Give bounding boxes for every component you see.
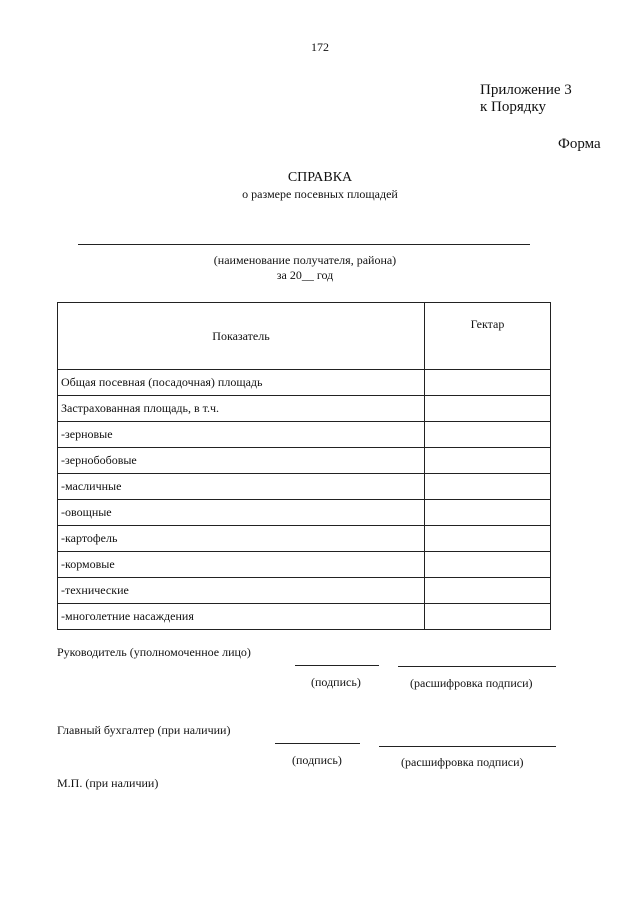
form-label: Форма [558,136,601,152]
row-value-cell[interactable] [425,526,551,552]
table-row [58,396,551,422]
table-row [58,500,551,526]
head-sign-caption: (подпись) [311,675,361,689]
row-value-cell[interactable] [425,552,551,578]
row-label: Застрахованная площадь, в т.ч. [58,396,425,422]
table-row [58,604,551,630]
row-value-cell[interactable] [425,448,551,474]
table-row [58,474,551,500]
table-header-row [58,303,551,370]
accountant-decode-caption: (расшифровка подписи) [401,755,524,769]
recipient-caption: (наименование получателя, района) [213,253,397,267]
row-value-cell[interactable] [425,370,551,396]
stamp-label: М.П. (при наличии) [57,776,159,790]
document-subtitle: о размере посевных площадей [242,187,398,201]
appendix-line-1: Приложение 3 [480,82,572,98]
row-value-cell[interactable] [425,474,551,500]
row-label: -масличные [58,474,425,500]
head-signature-line[interactable] [295,665,379,666]
row-label: -картофель [58,526,425,552]
row-label: -овощные [58,500,425,526]
row-value-cell[interactable] [425,500,551,526]
accountant-sign-caption: (подпись) [292,753,342,767]
head-label: Руководитель (уполномоченное лицо) [57,645,251,659]
head-decode-line[interactable] [398,666,556,667]
table-row [58,448,551,474]
row-value-cell[interactable] [425,604,551,630]
row-label: -зерновые [58,422,425,448]
header-hectare: Гектар [425,303,551,370]
row-label: -технические [58,578,425,604]
appendix-line-2: к Порядку [480,99,546,115]
recipient-fill-line[interactable] [78,244,530,245]
table-row [58,370,551,396]
appendix-header [480,82,572,116]
table-row [58,552,551,578]
table-row [58,422,551,448]
accountant-decode-line[interactable] [379,746,556,747]
area-table [57,302,551,630]
table-row [58,526,551,552]
table-row [58,578,551,604]
row-label: -многолетние насаждения [58,604,425,630]
header-indicator: Показатель [58,303,425,370]
head-decode-caption: (расшифровка подписи) [410,676,533,690]
year-line: за 20__ год [276,268,334,282]
row-value-cell[interactable] [425,578,551,604]
accountant-label: Главный бухгалтер (при наличии) [57,723,231,737]
row-value-cell[interactable] [425,396,551,422]
row-value-cell[interactable] [425,422,551,448]
row-label: Общая посевная (посадочная) площадь [58,370,425,396]
accountant-signature-line[interactable] [275,743,360,744]
page-number: 172 [311,40,329,54]
row-label: -зернобобовые [58,448,425,474]
document-title: СПРАВКА [287,170,353,185]
row-label: -кормовые [58,552,425,578]
